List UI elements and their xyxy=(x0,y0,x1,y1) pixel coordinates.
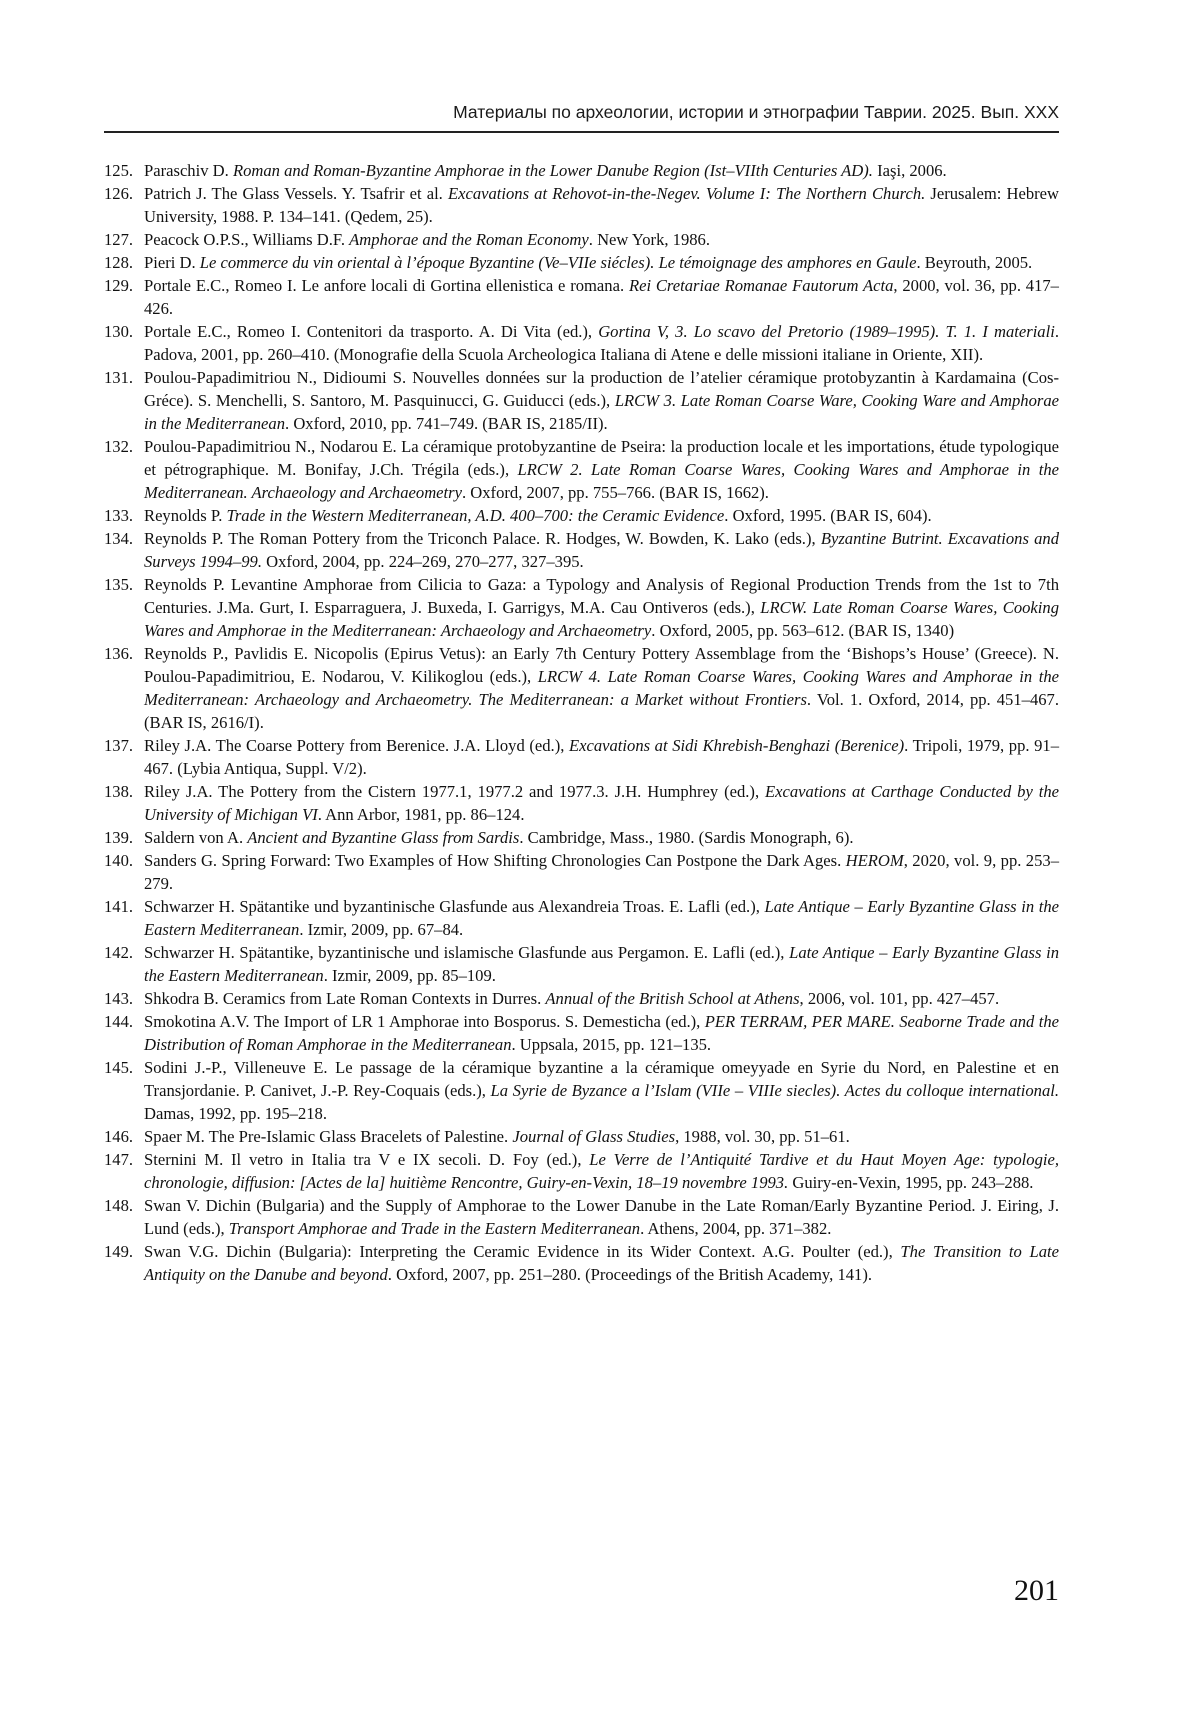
reference-item xyxy=(104,780,1059,826)
reference-item xyxy=(104,1194,1059,1240)
reference-title-italic: LRCW. Late Roman Coarse Wares, Cooking Wares and Amphorae in the Mediterranean: Archaeology and Archaeometry xyxy=(144,598,1059,640)
reference-text-run: Reynolds P. Levantine Amphorae from Cilicia to Gaza: a Typology and Analysis of Regional Production Trends from the 1st to 7th Centuries. J.Ma. Gurt, I. Esparraguera, J. Buxeda, I. Garrigys, M.A. Cau Ontiveros (eds.), xyxy=(144,575,1059,617)
reference-title-italic: Excavations at Rehovot-in-the-Negev. Volume I: The Northern Church. xyxy=(447,184,926,203)
reference-text xyxy=(144,1010,1059,1056)
reference-item xyxy=(104,1148,1059,1194)
reference-number: 126. xyxy=(104,184,134,203)
reference-text-run: Schwarzer H. Spätantike, byzantinische und islamische Glasfunde aus Pergamon. E. Lafli (ed.), xyxy=(144,943,790,962)
reference-text-run: Iaşi, 2006. xyxy=(872,161,947,180)
reference-text-run: . Oxford, 2010, pp. 741–749. (BAR IS, 2185/II). xyxy=(285,414,608,433)
reference-item xyxy=(104,895,1059,941)
reference-item xyxy=(104,987,1059,1010)
reference-text-run: Portale E.C., Romeo I. Contenitori da trasporto. A. Di Vita (ed.), xyxy=(144,322,599,341)
reference-text-run: Spaer M. The Pre-Islamic Glass Bracelets of Palestine. xyxy=(144,1127,513,1146)
reference-number: 142. xyxy=(104,943,134,962)
reference-text xyxy=(144,504,1059,527)
reference-title-italic: Le Verre de l’Antiquité Tardive et du Haut Moyen Age: typologie, chronologie, diffusion: [Actes de la] huitième Rencontre, Guiry-en-Vexin, 18–19 novembre 1993. xyxy=(144,1150,1059,1192)
reference-title-italic: LRCW 2. Late Roman Coarse Wares, Cooking Wares and Amphorae in the Mediterranean. Archaeology and Archaeometry xyxy=(144,460,1060,502)
reference-text-run: . Padova, 2001, pp. 260–410. (Monografie della Scuola Archeologica Italiana di Atene e delle missioni italiane in Oriente, XII). xyxy=(144,322,1059,364)
running-header: Материалы по археологии, истории и этнографии Таврии. 2025. Вып. XXX xyxy=(453,102,1059,122)
reference-text-run: Patrich J. The Glass Vessels. Y. Tsafrir et al. xyxy=(144,184,448,203)
reference-text xyxy=(144,734,1059,780)
reference-title-italic: Byzantine Butrint. Excavations and Surveys 1994–99. xyxy=(144,529,1059,571)
reference-text-run: Jerusalem: Hebrew University, 1988. P. 134–141. (Qedem, 25). xyxy=(144,184,1060,226)
reference-text-run: . Athens, 2004, pp. 371–382. xyxy=(640,1219,832,1238)
reference-text-run: Swan V. Dichin (Bulgaria) and the Supply of Amphorae to the Lower Danube in the Late Roman/Early Byzantine Period. J. Eiring, J. Lund (eds.), xyxy=(144,1196,1059,1238)
reference-text xyxy=(144,1056,1059,1125)
reference-text-run: Damas, 1992, pp. 195–218. xyxy=(144,1104,327,1123)
reference-text xyxy=(144,251,1059,274)
reference-text-run: Peacock O.P.S., Williams D.F. xyxy=(144,230,350,249)
reference-text-run: Schwarzer H. Spätantike und byzantinische Glasfunde aus Alexandreia Troas. E. Lafli (ed.), xyxy=(144,897,765,916)
reference-text-run: . Cambridge, Mass., 1980. (Sardis Monograph, 6). xyxy=(519,828,854,847)
header-rule xyxy=(104,131,1059,133)
reference-number: 138. xyxy=(104,782,134,801)
reference-item xyxy=(104,527,1059,573)
reference-number: 136. xyxy=(104,644,134,663)
reference-title-italic: Late Antique – Early Byzantine Glass in the Eastern Mediterranean xyxy=(144,897,1059,939)
reference-text-run: . Vol. 1. Oxford, 2014, pp. 451–467. (BAR IS, 2616/I). xyxy=(144,690,1059,732)
reference-text-run: Sodini J.-P., Villeneuve E. Le passage de la céramique byzantine a la céramique omeyyade en Syrie du Nord, en Palestine et en Transjordanie. P. Canivet, J.-P. Rey-Coquais (eds.), xyxy=(144,1058,1059,1100)
reference-text-run: . New York, 1986. xyxy=(588,230,711,249)
reference-item xyxy=(104,734,1059,780)
reference-text-run: , 2006, vol. 101, pp. 427–457. xyxy=(799,989,1000,1008)
reference-text-run: Reynolds P. The Roman Pottery from the Triconch Palace. R. Hodges, W. Bowden, K. Lako (eds.), xyxy=(144,529,821,548)
reference-text-run: . Oxford, 2007, pp. 251–280. (Proceedings of the British Academy, 141). xyxy=(387,1265,873,1284)
reference-item xyxy=(104,159,1059,182)
reference-title-italic: Journal of Glass Studies xyxy=(512,1127,676,1146)
reference-number: 145. xyxy=(104,1058,134,1077)
reference-text xyxy=(144,527,1059,573)
reference-item xyxy=(104,274,1059,320)
reference-title-italic: Le commerce du vin oriental à l’époque Byzantine (Ve–VIIe siécles). Le témoignage des amphores en Gaule xyxy=(199,253,917,272)
reference-number: 132. xyxy=(104,437,134,456)
reference-item xyxy=(104,1125,1059,1148)
reference-number: 131. xyxy=(104,368,134,387)
reference-item xyxy=(104,1240,1059,1286)
reference-title-italic: La Syrie de Byzance a l’Islam (VIIe – VIIIe siecles). Actes du colloque international. xyxy=(490,1081,1059,1100)
reference-text xyxy=(144,1194,1059,1240)
reference-text-run: Swan V.G. Dichin (Bulgaria): Interpreting the Ceramic Evidence in its Wider Context. A.G. Poulter (ed.), xyxy=(144,1242,901,1261)
reference-title-italic: Amphorae and the Roman Economy xyxy=(349,230,589,249)
reference-text-run: . Uppsala, 2015, pp. 121–135. xyxy=(511,1035,712,1054)
reference-number: 143. xyxy=(104,989,134,1008)
reference-text xyxy=(144,1148,1059,1194)
reference-text xyxy=(144,320,1059,366)
reference-text-run: Guiry-en-Vexin, 1995, pp. 243–288. xyxy=(788,1173,1034,1192)
page-number: 201 xyxy=(1014,1574,1059,1607)
reference-number: 137. xyxy=(104,736,134,755)
reference-text xyxy=(144,1240,1059,1286)
reference-text-run: Poulou-Papadimitriou N., Nodarou E. La céramique protobyzantine de Pseira: la production locale et les importations, étude typologique et pétrographique. M. Bonifay, J.Ch. Trégila (eds.), xyxy=(144,437,1059,479)
reference-number: 144. xyxy=(104,1012,134,1031)
reference-text-run: Pieri D. xyxy=(144,253,200,272)
reference-text-run: Reynolds P., Pavlidis E. Nicopolis (Epirus Vetus): an Early 7th Century Pottery Assemblage from the ‘Bishops’s House’ (Greece). N. Poulou-Papadimitriou, E. Nodarou, V. Kilikoglou (eds.), xyxy=(144,644,1059,686)
reference-item xyxy=(104,435,1059,504)
reference-text-run: . Oxford, 2007, pp. 755–766. (BAR IS, 1662). xyxy=(461,483,769,502)
reference-text-run: , 1988, vol. 30, pp. 51–61. xyxy=(675,1127,850,1146)
reference-text xyxy=(144,826,1059,849)
reference-text-run: , 2000, vol. 36, pp. 417–426. xyxy=(144,276,1059,318)
reference-number: 146. xyxy=(104,1127,134,1146)
reference-text-run: Poulou-Papadimitriou N., Didioumi S. Nouvelles données sur la production de l’atelier céramique protobyzantin à Kardamaina (Cos-Gréce). S. Menchelli, S. Santoro, M. Pasquinucci, G. Guiducci (eds.), xyxy=(144,368,1059,410)
reference-number: 147. xyxy=(104,1150,134,1169)
reference-text-run: Sternini M. Il vetro in Italia tra V e IX secoli. D. Foy (ed.), xyxy=(144,1150,590,1169)
reference-text-run: , 2020, vol. 9, pp. 253–279. xyxy=(144,851,1059,893)
reference-item xyxy=(104,228,1059,251)
reference-title-italic: PER TERRAM, PER MARE. Seaborne Trade and the Distribution of Roman Amphorae in the Mediterranean xyxy=(144,1012,1060,1054)
reference-title-italic: Transport Amphorae and Trade in the Eastern Mediterranean xyxy=(228,1219,641,1238)
reference-item xyxy=(104,941,1059,987)
reference-number: 140. xyxy=(104,851,134,870)
reference-number: 135. xyxy=(104,575,134,594)
reference-title-italic: Rei Cretariae Romanae Fautorum Acta xyxy=(628,276,894,295)
reference-title-italic: Trade in the Western Mediterranean, A.D. 400–700: the Ceramic Evidence xyxy=(226,506,725,525)
reference-title-italic: Excavations at Carthage Conducted by the University of Michigan VI xyxy=(144,782,1059,824)
reference-title-italic: Ancient and Byzantine Glass from Sardis xyxy=(247,828,520,847)
reference-number: 141. xyxy=(104,897,134,916)
reference-text-run: Oxford, 2004, pp. 224–269, 270–277, 327–395. xyxy=(261,552,584,571)
reference-text xyxy=(144,366,1059,435)
reference-text xyxy=(144,895,1059,941)
reference-text-run: Paraschiv D. xyxy=(144,161,233,180)
reference-text-run: Riley J.A. The Pottery from the Cistern 1977.1, 1977.2 and 1977.3. J.H. Humphrey (ed.), xyxy=(144,782,765,801)
reference-number: 139. xyxy=(104,828,134,847)
reference-item xyxy=(104,826,1059,849)
reference-text-run: Saldern von A. xyxy=(144,828,248,847)
reference-title-italic: HEROM xyxy=(845,851,904,870)
reference-text xyxy=(144,228,1059,251)
reference-item xyxy=(104,573,1059,642)
reference-text-run: Sanders G. Spring Forward: Two Examples of How Shifting Chronologies Can Postpone the Dark Ages. xyxy=(144,851,846,870)
reference-text xyxy=(144,941,1059,987)
reference-list xyxy=(104,159,1059,1286)
reference-title-italic: Excavations at Sidi Khrebish-Benghazi (Berenice) xyxy=(568,736,905,755)
reference-number: 134. xyxy=(104,529,134,548)
reference-text-run: Riley J.A. The Coarse Pottery from Berenice. J.A. Lloyd (ed.), xyxy=(144,736,569,755)
reference-text-run: Reynolds P. xyxy=(144,506,227,525)
reference-text-run: . Tripoli, 1979, pp. 91–467. (Lybia Antiqua, Suppl. V/2). xyxy=(144,736,1060,778)
reference-item xyxy=(104,849,1059,895)
reference-item xyxy=(104,251,1059,274)
reference-item xyxy=(104,1010,1059,1056)
reference-title-italic: LRCW 4. Late Roman Coarse Wares, Cooking Wares and Amphorae in the Mediterranean: Archaeology and Archaeometry. The Mediterranean: a Market without Frontiers xyxy=(144,667,1059,709)
reference-text xyxy=(144,987,1059,1010)
reference-text-run: Smokotina A.V. The Import of LR 1 Amphorae into Bosporus. S. Demesticha (ed.), xyxy=(144,1012,705,1031)
reference-item xyxy=(104,642,1059,734)
reference-text-run: Shkodra B. Ceramics from Late Roman Contexts in Durres. xyxy=(144,989,546,1008)
reference-text-run: . Oxford, 2005, pp. 563–612. (BAR IS, 1340) xyxy=(651,621,955,640)
reference-title-italic: Late Antique – Early Byzantine Glass in the Eastern Mediterranean xyxy=(144,943,1060,985)
reference-number: 130. xyxy=(104,322,134,341)
reference-text-run: . Beyrouth, 2005. xyxy=(916,253,1033,272)
reference-title-italic: Annual of the British School at Athens xyxy=(545,989,800,1008)
reference-number: 149. xyxy=(104,1242,134,1261)
reference-item xyxy=(104,320,1059,366)
reference-text xyxy=(144,780,1059,826)
reference-text xyxy=(144,1125,1059,1148)
reference-text-run: . Izmir, 2009, pp. 67–84. xyxy=(299,920,464,939)
reference-text xyxy=(144,159,1059,182)
reference-item xyxy=(104,366,1059,435)
reference-text xyxy=(144,274,1059,320)
reference-item xyxy=(104,504,1059,527)
reference-number: 133. xyxy=(104,506,134,525)
reference-item xyxy=(104,1056,1059,1125)
reference-text xyxy=(144,435,1059,504)
reference-text-run: Portale E.C., Romeo I. Le anfore locali di Gortina ellenistica e romana. xyxy=(144,276,629,295)
reference-title-italic: The Transition to Late Antiquity on the Danube and beyond xyxy=(144,1242,1059,1284)
reference-title-italic: Gortina V, 3. Lo scavo del Pretorio (1989–1995). T. 1. I materiali xyxy=(598,322,1055,341)
reference-text xyxy=(144,849,1059,895)
reference-text xyxy=(144,642,1059,734)
reference-number: 148. xyxy=(104,1196,134,1215)
reference-number: 127. xyxy=(104,230,134,249)
reference-text xyxy=(144,182,1059,228)
reference-text-run: . Izmir, 2009, pp. 85–109. xyxy=(323,966,496,985)
reference-text-run: . Oxford, 1995. (BAR IS, 604). xyxy=(724,506,932,525)
reference-number: 129. xyxy=(104,276,134,295)
reference-number: 128. xyxy=(104,253,134,272)
reference-title-italic: Roman and Roman-Byzantine Amphorae in the Lower Danube Region (Ist–VIIth Centuries AD). xyxy=(232,161,873,180)
reference-text-run: . Ann Arbor, 1981, pp. 86–124. xyxy=(317,805,525,824)
reference-text xyxy=(144,573,1059,642)
reference-item xyxy=(104,182,1059,228)
reference-title-italic: LRCW 3. Late Roman Coarse Ware, Cooking Ware and Amphorae in the Mediterranean xyxy=(144,391,1059,433)
reference-number: 125. xyxy=(104,161,134,180)
